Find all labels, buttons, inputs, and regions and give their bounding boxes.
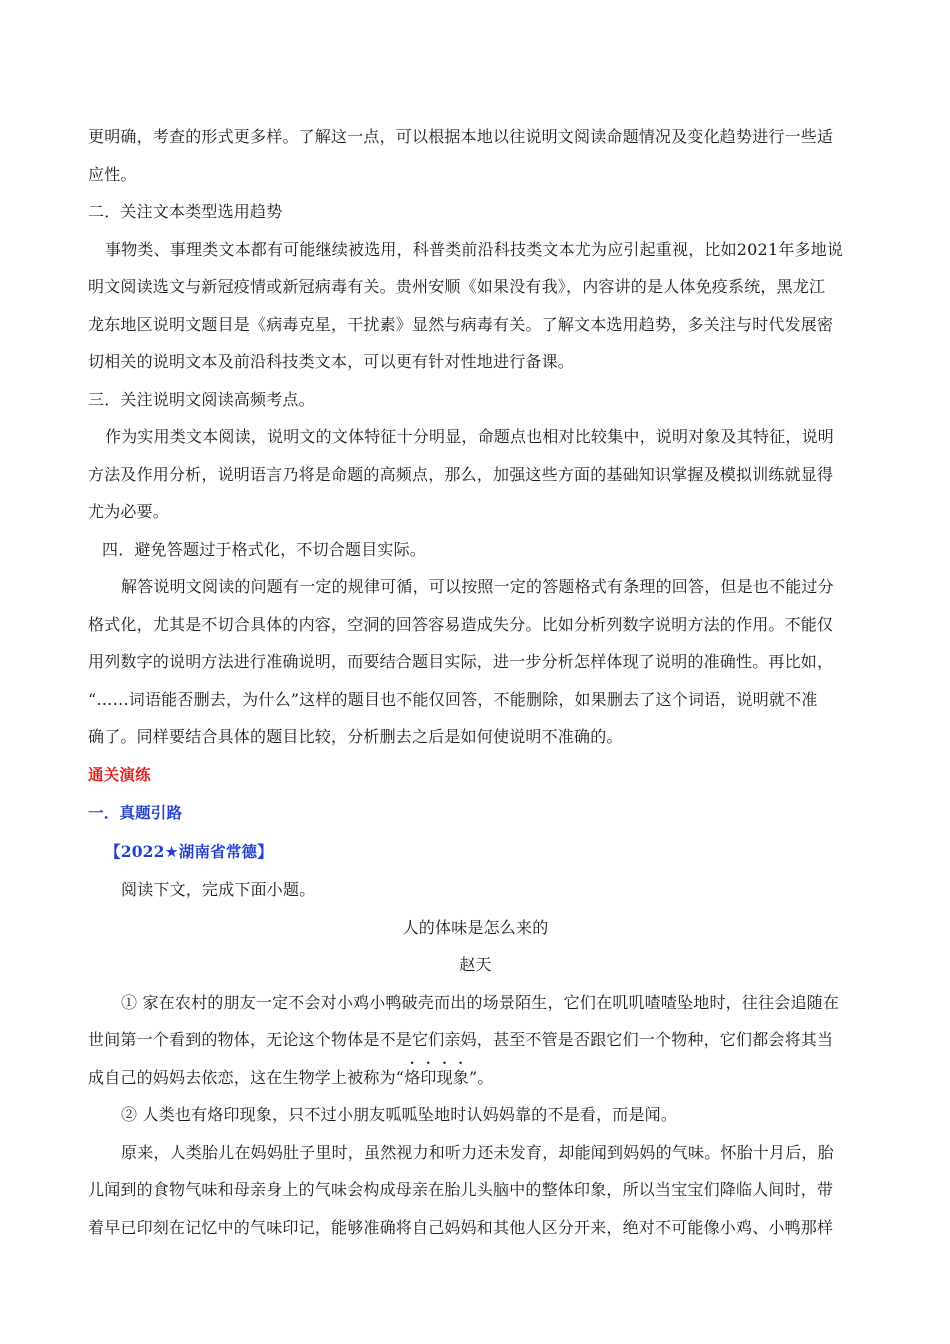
practice-section-title bbox=[88, 756, 863, 795]
text-line: 解答说明文阅读的问题有一定的规律可循，可以按照一定的答题格式有条理的回答，但是也不能过分 bbox=[121, 577, 834, 596]
text-line: 更明确，考查的形式更多样。了解这一点，可以根据本地以往说明文阅读命题情况及变化趋势进行一些适 bbox=[88, 127, 834, 146]
section-heading: 三．关注说明文阅读高频考点。 bbox=[88, 389, 315, 409]
document-page bbox=[88, 118, 863, 1246]
text-line: 方法及作用分析，说明语言乃将是命题的高频点，那么，加强这些方面的基础知识掌握及模拟训练就显得 bbox=[88, 464, 834, 484]
text-line: 尤为必要。 bbox=[88, 502, 170, 521]
article-title: 人的体味是怎么来的 bbox=[402, 917, 549, 937]
text-line: 着早已印刻在记忆中的气味印记，能够准确将自己妈妈和其他人区分开来，绝对不可能像小鸡、小鸭那样 bbox=[88, 1217, 834, 1237]
text-line bbox=[88, 1059, 863, 1097]
text-fragment: ”。 bbox=[469, 1067, 494, 1087]
text-line: 儿闻到的食物气味和母亲身上的气味会构成母亲在胎儿头脑中的整体印象，所以当宝宝们降临人间时，带 bbox=[88, 1180, 834, 1199]
text-line: ① 家在农村的朋友一定不会对小鸡小鸭破壳而出的场景陌生，它们在叽叽喳喳坠地时，往往会追随在 bbox=[121, 992, 840, 1012]
source-place: ★湖南省常德 bbox=[164, 842, 258, 861]
text-line: 用列数字的说明方法进行准确说明，而要结合题目实际，进一步分析怎样体现了说明的准确性。再比如， bbox=[88, 652, 834, 671]
text-line: 确了。同样要结合具体的题目比较，分析删去之后是如何使说明不准确的。 bbox=[88, 727, 623, 746]
source-bracket-close: 】 bbox=[257, 841, 273, 861]
text-line: “……词语能否删去，为什么”这样的题目也不能仅回答，不能删除，如果删去了这个词语，说明就不准 bbox=[88, 689, 818, 709]
text-line: 切相关的说明文本及前沿科技类文本，可以更有针对性地进行备课。 bbox=[88, 352, 575, 371]
source-bracket-open: 【 bbox=[105, 841, 121, 861]
text-fragment: 成自己的妈妈去依恋，这在生物学上被称为“ bbox=[88, 1067, 405, 1087]
section-heading: 四．避免答题过于格式化，不切合题目实际。 bbox=[102, 539, 427, 559]
text-line: 格式化，尤其是不切合具体的内容，空洞的回答容易造成失分。比如分析列数字说明方法的作用。不能仅 bbox=[88, 614, 834, 634]
text-line: 作为实用类文本阅读，说明文的文体特征十分明显，命题点也相对比较集中，说明对象及其特征，说明 bbox=[105, 427, 835, 446]
section-heading: 二．关注文本类型选用趋势 bbox=[88, 202, 283, 221]
sub-title-text: 一．真题引路 bbox=[88, 804, 183, 822]
text-line: 明文阅读选文与新冠疫情或新冠病毒有关。贵州安顺《如果没有我》，内容讲的是人体免疫系统，黑龙江 bbox=[88, 277, 826, 296]
source-tag bbox=[88, 833, 863, 872]
emphasized-term: 烙印现象 bbox=[404, 1067, 469, 1087]
instruction: 阅读下文，完成下面小题。 bbox=[121, 880, 316, 899]
text-line: 事物类、事理类文本都有可能继续被选用，科普类前沿科技类文本尤为应引起重视，比如2021年多地说 bbox=[105, 239, 844, 259]
text-line: 应性。 bbox=[88, 164, 137, 184]
practice-sub-title bbox=[88, 794, 863, 833]
text-line: 世间第一个看到的物体，无论这个物体是不是它们亲妈，甚至不管是否跟它们一个物种，它们都会将其当 bbox=[88, 1030, 834, 1049]
text-line: 龙东地区说明文题目是《病毒克星，干扰素》显然与病毒有关。了解文本选用趋势，多关注与时代发展密 bbox=[88, 314, 834, 334]
practice-title-text: 通关演练 bbox=[88, 765, 151, 784]
source-year: 2022 bbox=[120, 841, 165, 861]
article-author: 赵天 bbox=[459, 955, 492, 974]
text-line: ② 人类也有烙印现象，只不过小朋友呱呱坠地时认妈妈靠的不是看，而是闻。 bbox=[121, 1105, 678, 1124]
text-line: 原来，人类胎儿在妈妈肚子里时，虽然视力和听力还未发育，却能闻到妈妈的气味。怀胎十月后，胎 bbox=[121, 1142, 834, 1162]
